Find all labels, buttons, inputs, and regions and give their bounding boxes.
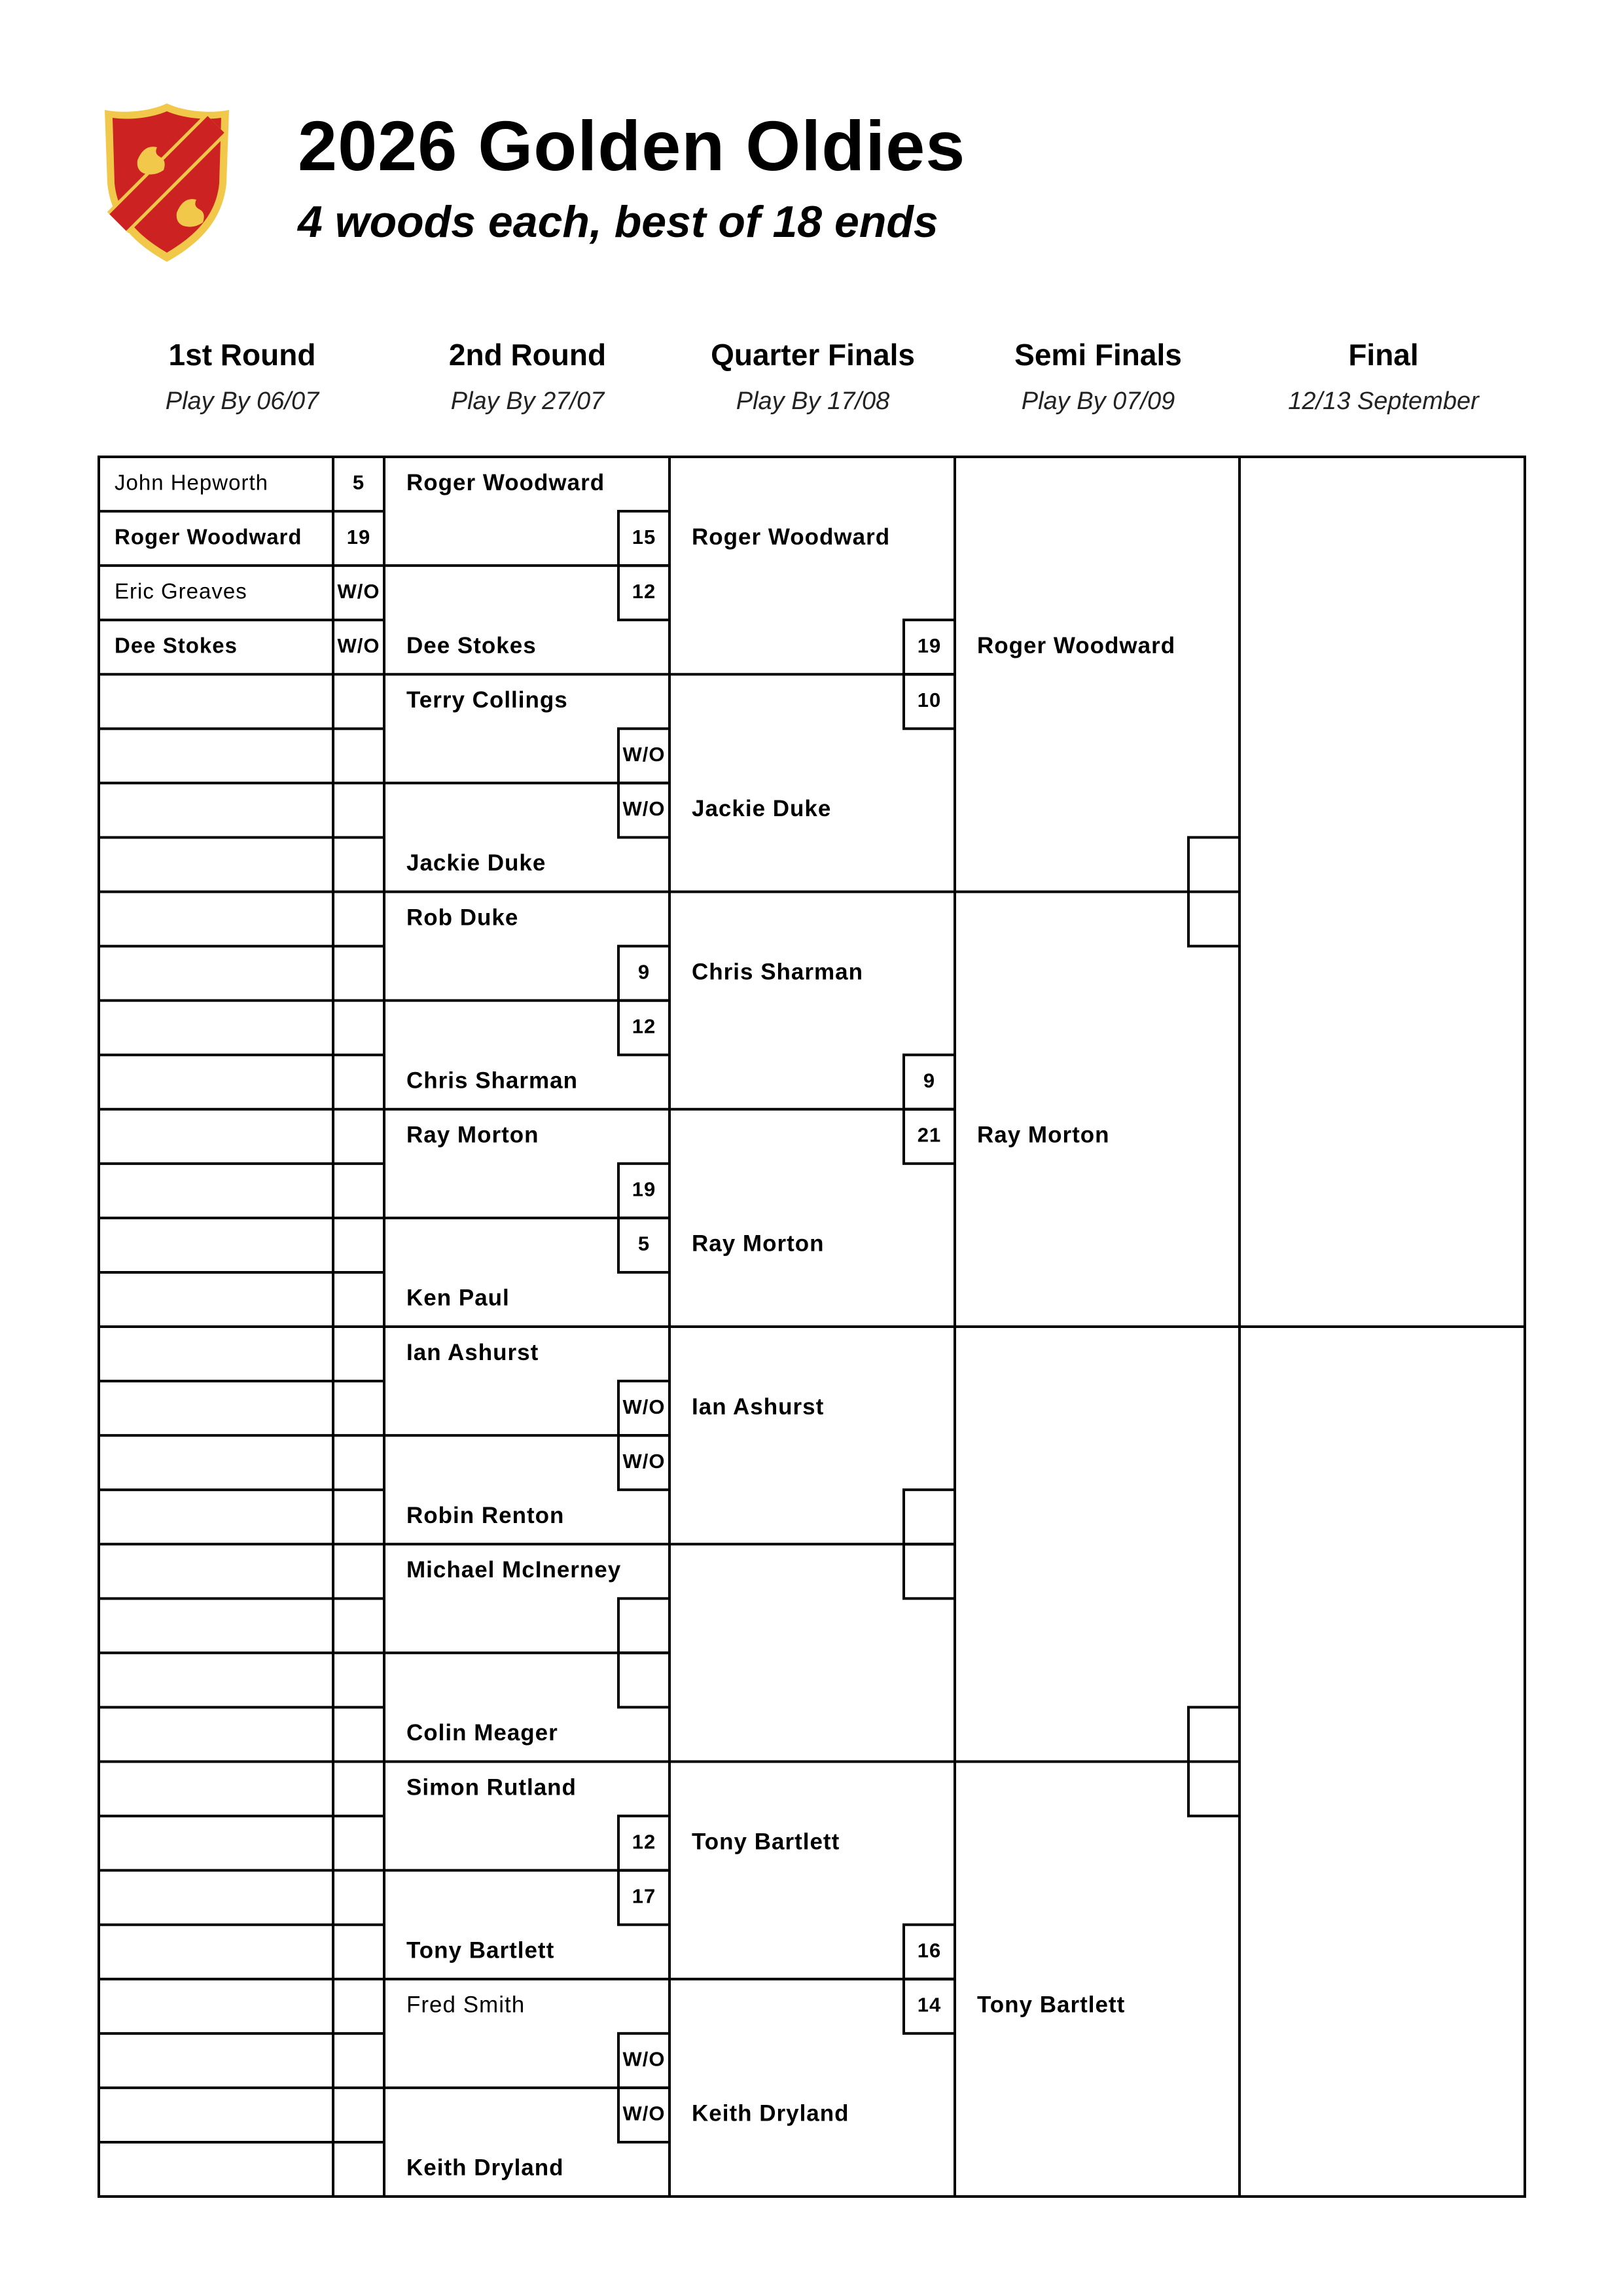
page-subtitle: 4 woods each, best of 18 ends bbox=[298, 197, 938, 247]
quarter-final-player-name: Chris Sharman bbox=[692, 959, 863, 985]
quarter-final-score: 14 bbox=[917, 1993, 942, 2017]
round-1-player-name: John Hepworth bbox=[115, 470, 268, 495]
final-date: 12/13 September bbox=[1288, 387, 1479, 415]
quarter-final-score: 10 bbox=[917, 688, 942, 711]
semi-final-score-box bbox=[1188, 892, 1240, 946]
round-2-score: 12 bbox=[632, 579, 656, 603]
round-2-score: W/O bbox=[622, 2102, 666, 2125]
semi-final-player-name: Roger Woodward bbox=[977, 632, 1176, 658]
quarter-final-player-name: Roger Woodward bbox=[692, 524, 891, 550]
round-2-player-name: Keith Dryland bbox=[406, 2155, 564, 2181]
round-2-score-box bbox=[618, 1598, 669, 1653]
round-2-player-name: Rob Duke bbox=[406, 905, 519, 931]
round-2-score: 15 bbox=[632, 525, 656, 548]
quarter-final-score: 16 bbox=[917, 1939, 942, 1962]
quarter-final-player-name: Jackie Duke bbox=[692, 796, 832, 822]
round-2-player-name: Ray Morton bbox=[406, 1122, 539, 1148]
round-1-date: Play By 06/07 bbox=[165, 387, 319, 415]
quarter-final-score: 19 bbox=[917, 634, 942, 657]
round-2-score: W/O bbox=[622, 797, 666, 821]
quarter-final-player-name: Keith Dryland bbox=[692, 2100, 849, 2126]
round-2-player-name: Simon Rutland bbox=[406, 1774, 577, 1801]
round-2-player-name: Jackie Duke bbox=[406, 850, 546, 876]
round-2-date: Play By 27/07 bbox=[450, 387, 605, 415]
quarter-final-score-box bbox=[904, 1490, 955, 1544]
quarter-finals-heading: Quarter Finals bbox=[711, 338, 915, 372]
round-2-score: 17 bbox=[632, 1884, 656, 1908]
round-2-score: W/O bbox=[622, 743, 666, 766]
round-1-score: 5 bbox=[352, 471, 365, 494]
semi-finals-date: Play By 07/09 bbox=[1021, 387, 1175, 415]
round-2-player-name: Tony Bartlett bbox=[406, 1937, 555, 1964]
semi-final-player-name: Ray Morton bbox=[977, 1122, 1110, 1148]
round-2-score: 9 bbox=[637, 960, 651, 984]
quarter-final-player-name: Tony Bartlett bbox=[692, 1829, 840, 1855]
semi-final-score-box bbox=[1188, 1707, 1240, 1761]
round-2-score: 12 bbox=[632, 1830, 656, 1854]
round-2-score: W/O bbox=[622, 1449, 666, 1473]
round-1-score: W/O bbox=[337, 579, 380, 603]
round-1-player-name: Roger Woodward bbox=[115, 524, 302, 549]
quarter-final-score: 21 bbox=[917, 1123, 942, 1147]
round-2-heading: 2nd Round bbox=[448, 338, 607, 372]
round-2-player-name: Roger Woodward bbox=[406, 469, 605, 495]
round-1-player-name: Dee Stokes bbox=[115, 633, 238, 658]
round-1-heading: 1st Round bbox=[168, 338, 316, 372]
semi-final-score-box bbox=[1188, 837, 1240, 891]
round-2-player-name: Terry Collings bbox=[406, 687, 568, 713]
round-1-score: W/O bbox=[337, 634, 380, 657]
round-2-score: 19 bbox=[632, 1177, 656, 1201]
round-1-player-name: Eric Greaves bbox=[115, 579, 247, 603]
quarter-final-player-name: Ray Morton bbox=[692, 1230, 825, 1257]
quarter-final-score-box bbox=[904, 1544, 955, 1598]
semi-final-score-box bbox=[1188, 1762, 1240, 1816]
round-1-score: 19 bbox=[346, 525, 371, 548]
round-2-score: W/O bbox=[622, 1395, 666, 1418]
semi-finals-heading: Semi Finals bbox=[1014, 338, 1182, 372]
quarter-final-player-name: Ian Ashurst bbox=[692, 1393, 825, 1420]
round-2-player-name: Robin Renton bbox=[406, 1502, 565, 1528]
round-2-player-name: Fred Smith bbox=[406, 1992, 526, 2018]
round-2-player-name: Chris Sharman bbox=[406, 1067, 578, 1094]
round-2-player-name: Michael McInerney bbox=[406, 1557, 622, 1583]
round-2-score: 12 bbox=[632, 1014, 656, 1038]
round-2-score-box bbox=[618, 1653, 669, 1707]
round-2-score: 5 bbox=[637, 1232, 651, 1255]
page-title: 2026 Golden Oldies bbox=[298, 106, 966, 185]
final-heading: Final bbox=[1348, 338, 1419, 372]
round-2-score: W/O bbox=[622, 2047, 666, 2071]
round-2-player-name: Colin Meager bbox=[406, 1720, 558, 1746]
round-2-player-name: Ken Paul bbox=[406, 1285, 510, 1311]
quarter-finals-date: Play By 17/08 bbox=[736, 387, 890, 415]
round-2-player-name: Ian Ashurst bbox=[406, 1339, 539, 1365]
round-2-player-name: Dee Stokes bbox=[406, 632, 537, 658]
semi-final-player-name: Tony Bartlett bbox=[977, 1992, 1126, 2018]
quarter-final-score: 9 bbox=[923, 1069, 936, 1092]
